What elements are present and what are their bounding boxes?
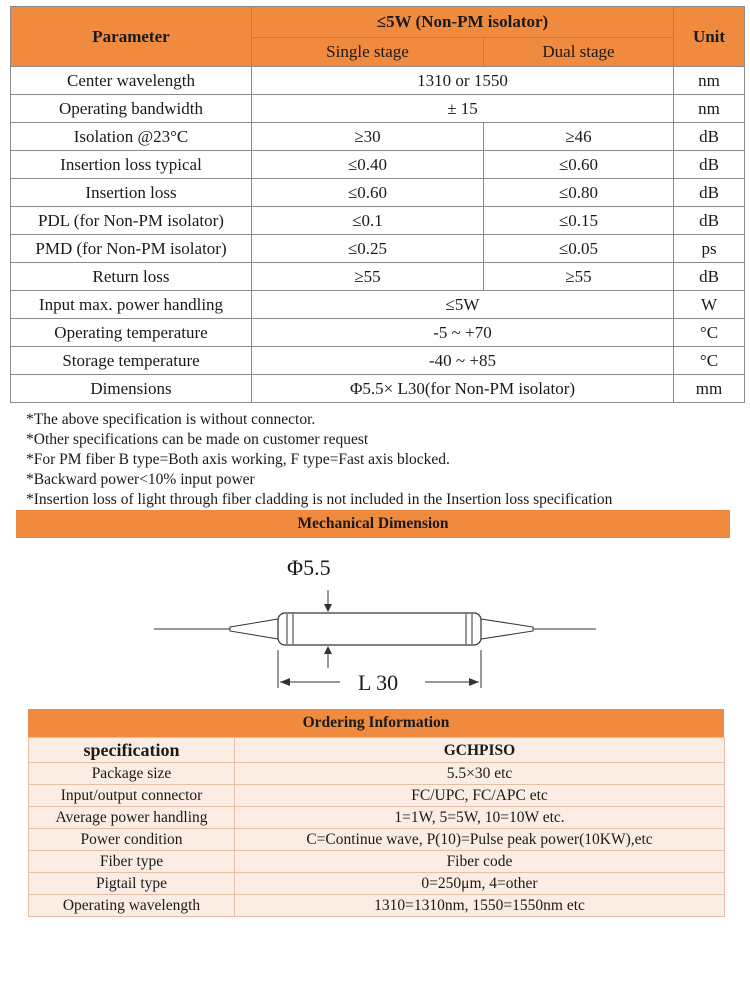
spec-row [11,123,745,151]
param-single: ≤0.60 [252,179,484,207]
ordering-label: Operating wavelength [29,895,235,917]
note-line: *Other specifications can be made on customer request [26,431,369,448]
param-unit: dB [674,179,745,207]
spec-row [11,179,745,207]
ordering-label: Power condition [29,829,235,851]
param-dual: ≥46 [484,123,674,151]
ordering-row [29,829,725,851]
ordering-spec-heading: specification [29,738,235,763]
param-unit: °C [674,347,745,375]
param-name: PMD (for Non-PM isolator) [11,235,252,263]
spec-notes [26,410,746,510]
param-name: Operating temperature [11,319,252,347]
ordering-table [28,737,725,917]
param-unit: dB [674,123,745,151]
note-line: *The above specification is without connector. [26,411,316,428]
param-value: -5 ~ +70 [252,319,674,347]
param-name: Input max. power handling [11,291,252,319]
spec-row [11,207,745,235]
ordering-label: Average power handling [29,807,235,829]
param-unit: dB [674,263,745,291]
param-dual: ≤0.05 [484,235,674,263]
param-name: Storage temperature [11,347,252,375]
param-name: Operating bandwidth [11,95,252,123]
spec-row [11,319,745,347]
ordering-value: 5.5×30 etc [235,763,725,785]
param-dual: ≥55 [484,263,674,291]
ordering-row [29,763,725,785]
ordering-label: Fiber type [29,851,235,873]
spec-row [11,67,745,95]
param-unit: dB [674,151,745,179]
ordering-row [29,807,725,829]
param-dual: ≤0.80 [484,179,674,207]
length-label: L 30 [358,670,399,695]
param-unit: nm [674,67,745,95]
isolator-drawing [0,538,750,708]
ordering-value: Fiber code [235,851,725,873]
param-unit: °C [674,319,745,347]
ordering-value: 0=250μm, 4=other [235,873,725,895]
note-line: *Insertion loss of light through fiber cladding is not included in the Insertion loss specification [26,491,613,508]
param-single: ≥55 [252,263,484,291]
mechanical-dimension-title: Mechanical Dimension [16,510,730,538]
param-value: -40 ~ +85 [252,347,674,375]
param-unit: mm [674,375,745,403]
param-name: Center wavelength [11,67,252,95]
param-unit: nm [674,95,745,123]
header-parameter: Parameter [11,7,252,67]
param-name: Dimensions [11,375,252,403]
param-single: ≤0.40 [252,151,484,179]
header-single-stage: Single stage [252,38,484,67]
param-single: ≤0.1 [252,207,484,235]
ordering-row [29,873,725,895]
header-unit: Unit [674,7,745,67]
param-name: Return loss [11,263,252,291]
left-boot [230,619,278,639]
note-line: *For PM fiber B type=Both axis working, F type=Fast axis blocked. [26,451,450,468]
spec-row [11,235,745,263]
note-line: *Backward power<10% input power [26,471,255,488]
spec-row [11,263,745,291]
right-boot [481,619,533,639]
ordering-label: Package size [29,763,235,785]
param-name: Insertion loss typical [11,151,252,179]
spec-row [11,151,745,179]
diameter-label: Φ5.5 [287,555,331,580]
param-name: Isolation @23°C [11,123,252,151]
header-dual-stage: Dual stage [484,38,674,67]
param-unit: ps [674,235,745,263]
param-unit: dB [674,207,745,235]
param-value: Φ5.5× L30(for Non-PM isolator) [252,375,674,403]
param-single: ≤0.25 [252,235,484,263]
ordering-row [29,895,725,917]
param-name: PDL (for Non-PM isolator) [11,207,252,235]
header-isolator-group: ≤5W (Non-PM isolator) [252,7,674,38]
param-unit: W [674,291,745,319]
spec-row [11,347,745,375]
ordering-label: Input/output connector [29,785,235,807]
param-value: 1310 or 1550 [252,67,674,95]
ordering-product-code: GCHPISO [235,738,725,763]
param-value: ± 15 [252,95,674,123]
ordering-value: C=Continue wave, P(10)=Pulse peak power(10KW),etc [235,829,725,851]
spec-row [11,375,745,403]
ordering-value: 1=1W, 5=5W, 10=10W etc. [235,807,725,829]
ordering-header-row [29,738,725,763]
length-arrowhead-right [469,678,479,686]
ordering-label: Pigtail type [29,873,235,895]
length-arrowhead-left [280,678,290,686]
ordering-value: 1310=1310nm, 1550=1550nm etc [235,895,725,917]
ordering-row [29,851,725,873]
diameter-arrowhead-top [324,604,332,612]
param-dual: ≤0.60 [484,151,674,179]
spec-table [10,6,745,403]
ordering-value: FC/UPC, FC/APC etc [235,785,725,807]
spec-row [11,291,745,319]
param-dual: ≤0.15 [484,207,674,235]
param-name: Insertion loss [11,179,252,207]
ordering-row [29,785,725,807]
param-single: ≥30 [252,123,484,151]
param-value: ≤5W [252,291,674,319]
ordering-information-title: Ordering Information [28,709,724,737]
diameter-arrowhead-bottom [324,646,332,654]
spec-row [11,95,745,123]
isolator-body [278,613,481,645]
